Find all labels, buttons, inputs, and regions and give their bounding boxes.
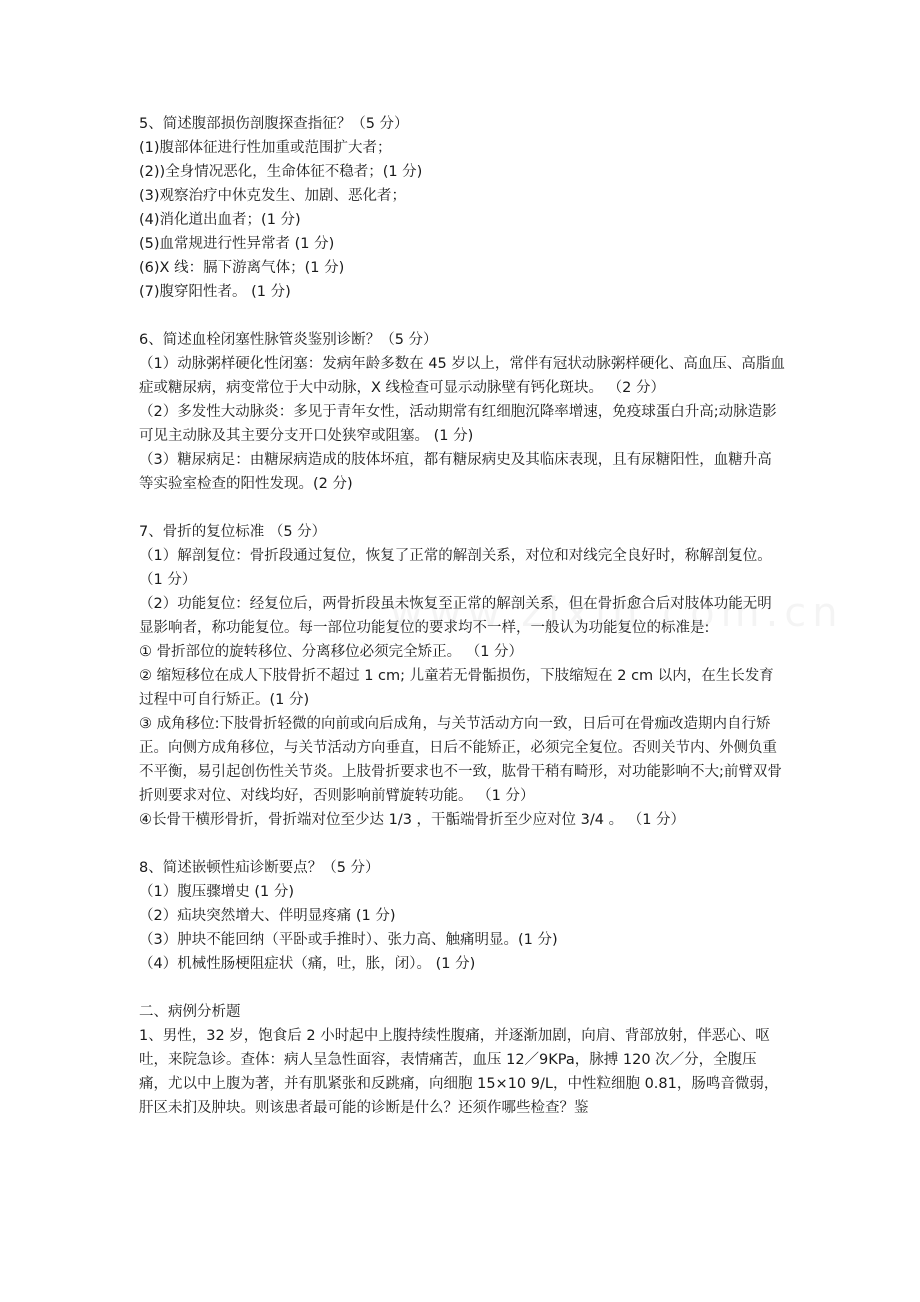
- answer-paragraph: （2）多发性大动脉炎：多见于青年女性，活动期常有红细胞沉降率增速，免疫球蛋白升高;动脉造影可见主动脉及其主要分支开口处狭窄或阻塞。 (1 分): [139, 404, 777, 444]
- answer-line: (5)血常规进行性异常者 (1 分): [139, 236, 335, 252]
- section-q7: [139, 520, 785, 832]
- part-heading: 二、病例分析题: [139, 1004, 241, 1020]
- section-q6: [139, 328, 785, 496]
- answer-paragraph: （1）动脉粥样硬化性闭塞：发病年龄多数在 45 岁以上，常伴有冠状动脉粥样硬化、高血压、高脂血症或糖尿病，病变常位于大中动脉，X 线检查可显示动脉壁有钙化斑块。 （2 分）: [139, 356, 785, 396]
- question-heading: 7、骨折的复位标准 （5 分）: [139, 524, 327, 540]
- question-heading: 8、简述嵌顿性疝诊断要点？（5 分）: [139, 860, 380, 876]
- answer-paragraph: （3）糖尿病足：由糖尿病造成的肢体坏疽，都有糖尿病史及其临床表现，且有尿糖阳性，血糖升高等实验室检查的阳性发现。(2 分): [139, 452, 772, 492]
- answer-line: （3）肿块不能回纳（平卧或手推时）、张力高、触痛明显。(1 分): [139, 932, 558, 948]
- answer-line: (1)腹部体征进行性加重或范围扩大者；: [139, 140, 392, 156]
- answer-paragraph: ② 缩短移位在成人下肢骨折不超过 1 cm; 儿童若无骨骺损伤，下肢缩短在 2 cm 以内，在生长发育过程中可自行矫正。(1 分): [139, 668, 774, 708]
- answer-paragraph: ① 骨折部位的旋转移位、分离移位必须完全矫正。 （1 分）: [139, 644, 524, 660]
- answer-line: (6)X 线：膈下游离气体；(1 分): [139, 260, 345, 276]
- answer-line: (2))全身情况恶化，生命体征不稳者；(1 分): [139, 164, 423, 180]
- case-paragraph: 1、男性，32 岁，饱食后 2 小时起中上腹持续性腹痛，并逐渐加剧，向肩、背部放射，伴恶心、呕吐，来院急诊。查体：病人呈急性面容，表情痛苦，血压 12／9KPa，脉搏 120 次／分，全腹压痛，尤以中上腹为著，并有肌紧张和反跳痛，向细胞 15×10 9/L，中性粒细胞 0.81，肠鸣音微弱，肝区未扪及肿块。则该患者最可能的诊断是什么？还须作哪些检查？鉴: [139, 1028, 779, 1116]
- answer-line: (4)消化道出血者；(1 分): [139, 212, 301, 228]
- section-q5: [139, 112, 785, 304]
- section-q8: [139, 856, 785, 976]
- answer-line: （4）机械性肠梗阻症状（痛，吐，胀，闭）。 (1 分): [139, 956, 476, 972]
- answer-paragraph: （1）解剖复位：骨折段通过复位，恢复了正常的解剖关系，对位和对线完全良好时，称解剖复位。 （1 分）: [139, 548, 772, 588]
- answer-line: (3)观察治疗中休克发生、加剧、恶化者；: [139, 188, 407, 204]
- document-page: [139, 112, 785, 1144]
- answer-paragraph: ③ 成角移位:下肢骨折轻微的向前或向后成角，与关节活动方向一致，日后可在骨痂改造期内自行矫正。向侧方成角移位，与关节活动方向垂直，日后不能矫正，必须完全复位。否则关节内、外侧负重不平衡，易引起创伤性关节炎。上肢骨折要求也不一致，肱骨干稍有畸形，对功能影响不大;前臂双骨折则要求对位、对线均好，否则影响前臂旋转功能。 （1 分）: [139, 716, 782, 804]
- question-heading: 6、简述血栓闭塞性脉管炎鉴别诊断？（5 分）: [139, 332, 438, 348]
- section-case-analysis: [139, 1000, 785, 1120]
- answer-line: （1）腹压骤增史 (1 分): [139, 884, 294, 900]
- question-heading: 5、简述腹部损伤剖腹探查指征？（5 分）: [139, 116, 409, 132]
- answer-line: （2）疝块突然增大、伴明显疼痛 (1 分): [139, 908, 396, 924]
- answer-paragraph: （2）功能复位：经复位后，两骨折段虽未恢复至正常的解剖关系，但在骨折愈合后对肢体功能无明显影响者，称功能复位。每一部位功能复位的要求均不一样，一般认为功能复位的标准是:: [139, 596, 772, 636]
- answer-paragraph: ④长骨干横形骨折，骨折端对位至少达 1/3 ，干骺端骨折至少应对位 3/4 。 （1 分）: [139, 812, 686, 828]
- answer-line: (7)腹穿阳性者。 (1 分): [139, 284, 291, 300]
